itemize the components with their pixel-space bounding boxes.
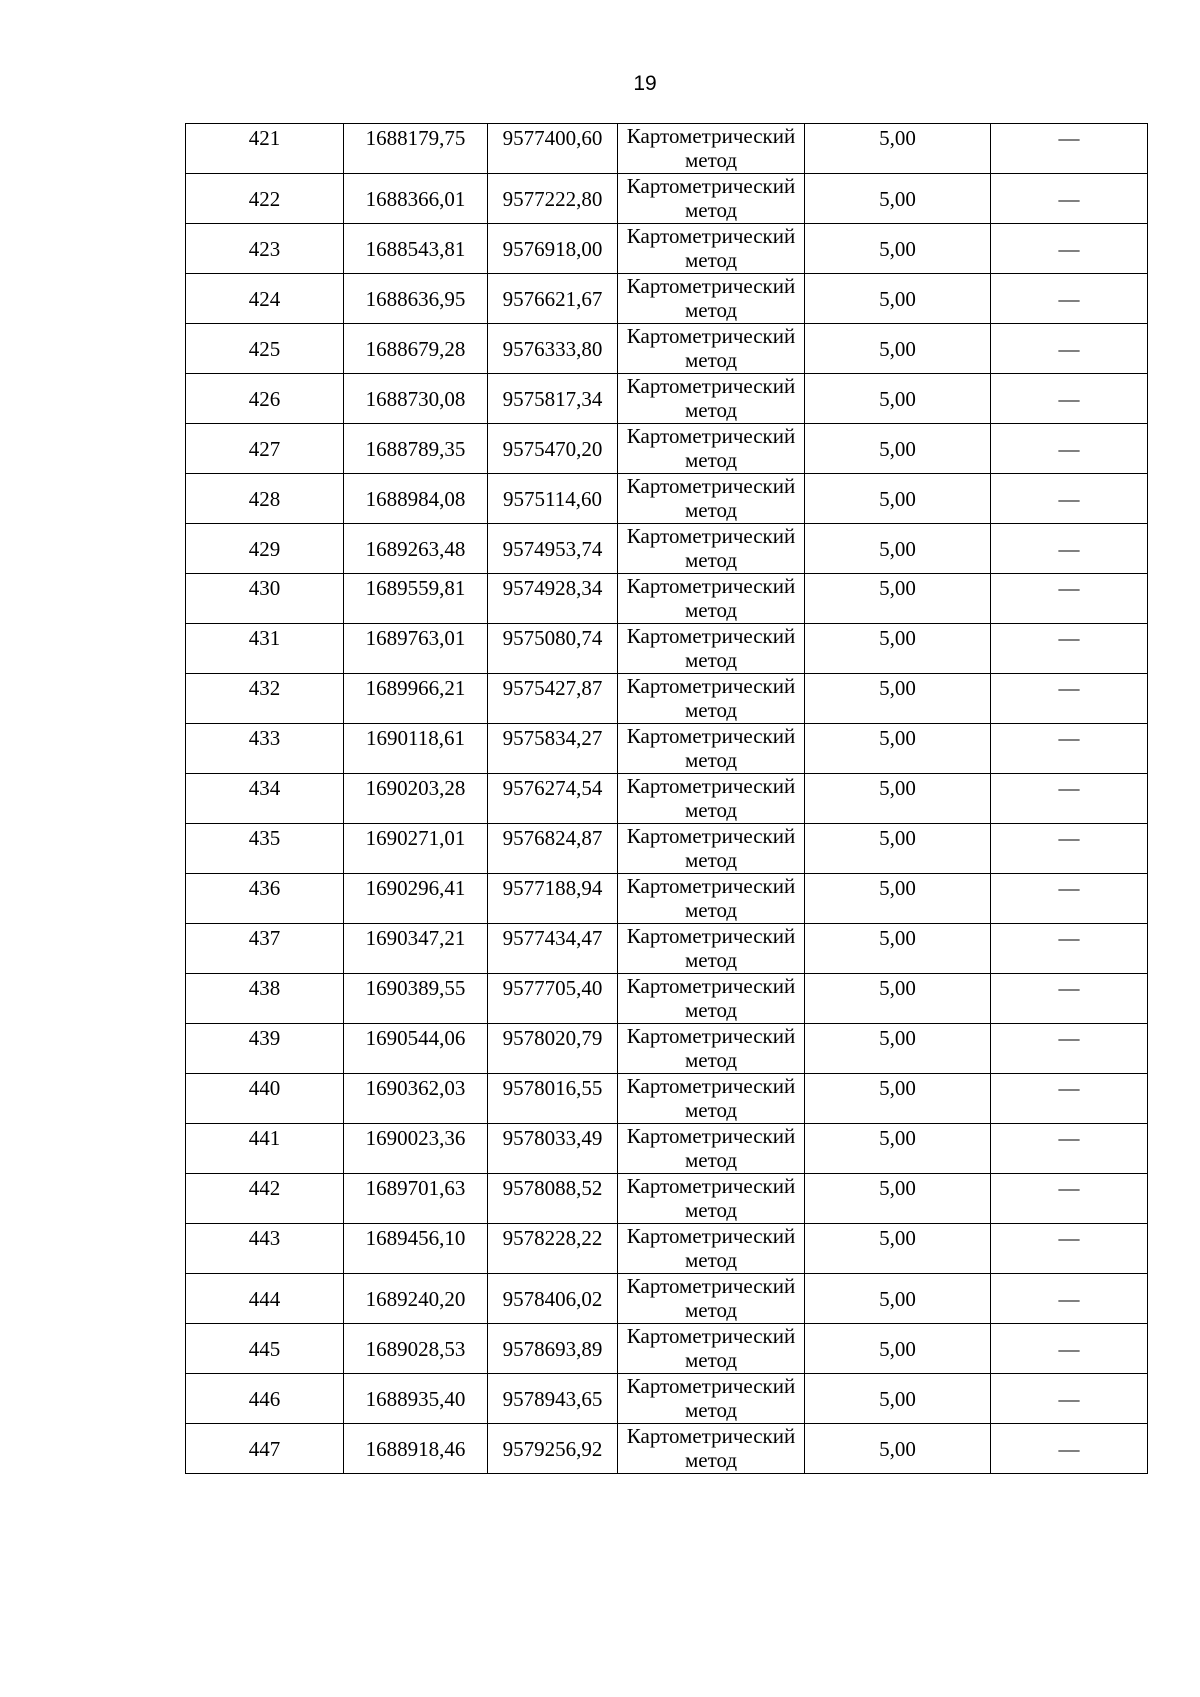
point-number-cell: 441	[186, 1124, 344, 1174]
table-row	[186, 1024, 1148, 1074]
x-coordinate-cell: 1688730,08	[344, 374, 488, 424]
y-coordinate-cell: 9577222,80	[488, 174, 618, 224]
x-coordinate-cell: 1688636,95	[344, 274, 488, 324]
table-row	[186, 1324, 1148, 1374]
y-coordinate-cell: 9578943,65	[488, 1374, 618, 1424]
accuracy-cell: 5,00	[805, 724, 991, 774]
point-number-cell: 445	[186, 1324, 344, 1374]
method-cell: Картометрический метод	[618, 1074, 805, 1124]
accuracy-cell: 5,00	[805, 424, 991, 474]
point-number-cell: 422	[186, 174, 344, 224]
x-coordinate-cell: 1690118,61	[344, 724, 488, 774]
accuracy-cell: 5,00	[805, 624, 991, 674]
note-cell: —	[991, 524, 1148, 574]
table-row	[186, 1124, 1148, 1174]
method-cell: Картометрический метод	[618, 1374, 805, 1424]
table-row	[186, 1424, 1148, 1474]
y-coordinate-cell: 9576621,67	[488, 274, 618, 324]
y-coordinate-cell: 9578016,55	[488, 1074, 618, 1124]
accuracy-cell: 5,00	[805, 524, 991, 574]
method-cell: Картометрический метод	[618, 374, 805, 424]
x-coordinate-cell: 1690544,06	[344, 1024, 488, 1074]
accuracy-cell: 5,00	[805, 1324, 991, 1374]
table-row	[186, 374, 1148, 424]
table-row	[186, 1274, 1148, 1324]
x-coordinate-cell: 1688935,40	[344, 1374, 488, 1424]
accuracy-cell: 5,00	[805, 174, 991, 224]
table-row	[186, 474, 1148, 524]
table-row	[186, 174, 1148, 224]
table-row	[186, 224, 1148, 274]
y-coordinate-cell: 9576824,87	[488, 824, 618, 874]
x-coordinate-cell: 1688679,28	[344, 324, 488, 374]
point-number-cell: 444	[186, 1274, 344, 1324]
note-cell: —	[991, 974, 1148, 1024]
y-coordinate-cell: 9576274,54	[488, 774, 618, 824]
x-coordinate-cell: 1690271,01	[344, 824, 488, 874]
note-cell: —	[991, 224, 1148, 274]
note-cell: —	[991, 674, 1148, 724]
method-cell: Картометрический метод	[618, 124, 805, 174]
point-number-cell: 443	[186, 1224, 344, 1274]
method-cell: Картометрический метод	[618, 174, 805, 224]
table-row	[186, 1074, 1148, 1124]
y-coordinate-cell: 9576333,80	[488, 324, 618, 374]
y-coordinate-cell: 9575470,20	[488, 424, 618, 474]
accuracy-cell: 5,00	[805, 1074, 991, 1124]
point-number-cell: 432	[186, 674, 344, 724]
accuracy-cell: 5,00	[805, 574, 991, 624]
y-coordinate-cell: 9577188,94	[488, 874, 618, 924]
note-cell: —	[991, 174, 1148, 224]
table-row	[186, 524, 1148, 574]
note-cell: —	[991, 624, 1148, 674]
x-coordinate-cell: 1689763,01	[344, 624, 488, 674]
note-cell: —	[991, 824, 1148, 874]
point-number-cell: 442	[186, 1174, 344, 1224]
x-coordinate-cell: 1689701,63	[344, 1174, 488, 1224]
x-coordinate-cell: 1689263,48	[344, 524, 488, 574]
table-row	[186, 1224, 1148, 1274]
note-cell: —	[991, 1124, 1148, 1174]
method-cell: Картометрический метод	[618, 1174, 805, 1224]
point-number-cell: 429	[186, 524, 344, 574]
table-row	[186, 274, 1148, 324]
note-cell: —	[991, 1424, 1148, 1474]
method-cell: Картометрический метод	[618, 1024, 805, 1074]
accuracy-cell: 5,00	[805, 774, 991, 824]
method-cell: Картометрический метод	[618, 974, 805, 1024]
table-row	[186, 624, 1148, 674]
note-cell: —	[991, 274, 1148, 324]
accuracy-cell: 5,00	[805, 924, 991, 974]
method-cell: Картометрический метод	[618, 324, 805, 374]
y-coordinate-cell: 9578033,49	[488, 1124, 618, 1174]
point-number-cell: 436	[186, 874, 344, 924]
note-cell: —	[991, 1324, 1148, 1374]
x-coordinate-cell: 1689456,10	[344, 1224, 488, 1274]
method-cell: Картометрический метод	[618, 1224, 805, 1274]
y-coordinate-cell: 9574953,74	[488, 524, 618, 574]
point-number-cell: 424	[186, 274, 344, 324]
x-coordinate-cell: 1688789,35	[344, 424, 488, 474]
accuracy-cell: 5,00	[805, 124, 991, 174]
table-row	[186, 724, 1148, 774]
y-coordinate-cell: 9577705,40	[488, 974, 618, 1024]
y-coordinate-cell: 9575114,60	[488, 474, 618, 524]
table-row	[186, 974, 1148, 1024]
table-row	[186, 774, 1148, 824]
y-coordinate-cell: 9577434,47	[488, 924, 618, 974]
y-coordinate-cell: 9575834,27	[488, 724, 618, 774]
x-coordinate-cell: 1690362,03	[344, 1074, 488, 1124]
x-coordinate-cell: 1690203,28	[344, 774, 488, 824]
y-coordinate-cell: 9574928,34	[488, 574, 618, 624]
coordinates-table-body	[186, 124, 1148, 1474]
point-number-cell: 434	[186, 774, 344, 824]
x-coordinate-cell: 1688984,08	[344, 474, 488, 524]
coordinates-table	[185, 123, 1148, 1474]
method-cell: Картометрический метод	[618, 524, 805, 574]
point-number-cell: 437	[186, 924, 344, 974]
table-row	[186, 324, 1148, 374]
page-number: 19	[633, 72, 657, 95]
point-number-cell: 430	[186, 574, 344, 624]
note-cell: —	[991, 874, 1148, 924]
point-number-cell: 447	[186, 1424, 344, 1474]
method-cell: Картометрический метод	[618, 424, 805, 474]
x-coordinate-cell: 1690347,21	[344, 924, 488, 974]
point-number-cell: 421	[186, 124, 344, 174]
x-coordinate-cell: 1689240,20	[344, 1274, 488, 1324]
note-cell: —	[991, 1224, 1148, 1274]
method-cell: Картометрический метод	[618, 474, 805, 524]
accuracy-cell: 5,00	[805, 324, 991, 374]
point-number-cell: 438	[186, 974, 344, 1024]
y-coordinate-cell: 9575817,34	[488, 374, 618, 424]
table-row	[186, 424, 1148, 474]
method-cell: Картометрический метод	[618, 1324, 805, 1374]
table-row	[186, 824, 1148, 874]
point-number-cell: 446	[186, 1374, 344, 1424]
point-number-cell: 426	[186, 374, 344, 424]
point-number-cell: 433	[186, 724, 344, 774]
y-coordinate-cell: 9578693,89	[488, 1324, 618, 1374]
x-coordinate-cell: 1688543,81	[344, 224, 488, 274]
x-coordinate-cell: 1689966,21	[344, 674, 488, 724]
accuracy-cell: 5,00	[805, 674, 991, 724]
x-coordinate-cell: 1689559,81	[344, 574, 488, 624]
note-cell: —	[991, 1274, 1148, 1324]
method-cell: Картометрический метод	[618, 824, 805, 874]
accuracy-cell: 5,00	[805, 1024, 991, 1074]
method-cell: Картометрический метод	[618, 274, 805, 324]
table-row	[186, 874, 1148, 924]
y-coordinate-cell: 9578020,79	[488, 1024, 618, 1074]
y-coordinate-cell: 9579256,92	[488, 1424, 618, 1474]
point-number-cell: 439	[186, 1024, 344, 1074]
note-cell: —	[991, 324, 1148, 374]
method-cell: Картометрический метод	[618, 624, 805, 674]
method-cell: Картометрический метод	[618, 574, 805, 624]
y-coordinate-cell: 9578088,52	[488, 1174, 618, 1224]
note-cell: —	[991, 374, 1148, 424]
method-cell: Картометрический метод	[618, 674, 805, 724]
note-cell: —	[991, 1374, 1148, 1424]
table-row	[186, 574, 1148, 624]
accuracy-cell: 5,00	[805, 874, 991, 924]
method-cell: Картометрический метод	[618, 1274, 805, 1324]
note-cell: —	[991, 1024, 1148, 1074]
table-row	[186, 924, 1148, 974]
table-row	[186, 674, 1148, 724]
note-cell: —	[991, 1174, 1148, 1224]
x-coordinate-cell: 1688366,01	[344, 174, 488, 224]
note-cell: —	[991, 474, 1148, 524]
note-cell: —	[991, 574, 1148, 624]
accuracy-cell: 5,00	[805, 1274, 991, 1324]
y-coordinate-cell: 9577400,60	[488, 124, 618, 174]
note-cell: —	[991, 924, 1148, 974]
accuracy-cell: 5,00	[805, 224, 991, 274]
point-number-cell: 425	[186, 324, 344, 374]
table-row	[186, 124, 1148, 174]
method-cell: Картометрический метод	[618, 774, 805, 824]
x-coordinate-cell: 1690023,36	[344, 1124, 488, 1174]
accuracy-cell: 5,00	[805, 474, 991, 524]
accuracy-cell: 5,00	[805, 974, 991, 1024]
note-cell: —	[991, 724, 1148, 774]
accuracy-cell: 5,00	[805, 1424, 991, 1474]
method-cell: Картометрический метод	[618, 924, 805, 974]
table-row	[186, 1374, 1148, 1424]
note-cell: —	[991, 1074, 1148, 1124]
note-cell: —	[991, 774, 1148, 824]
point-number-cell: 427	[186, 424, 344, 474]
accuracy-cell: 5,00	[805, 1174, 991, 1224]
y-coordinate-cell: 9578406,02	[488, 1274, 618, 1324]
y-coordinate-cell: 9576918,00	[488, 224, 618, 274]
y-coordinate-cell: 9578228,22	[488, 1224, 618, 1274]
accuracy-cell: 5,00	[805, 1124, 991, 1174]
accuracy-cell: 5,00	[805, 1374, 991, 1424]
method-cell: Картометрический метод	[618, 224, 805, 274]
accuracy-cell: 5,00	[805, 824, 991, 874]
x-coordinate-cell: 1689028,53	[344, 1324, 488, 1374]
x-coordinate-cell: 1688179,75	[344, 124, 488, 174]
accuracy-cell: 5,00	[805, 1224, 991, 1274]
accuracy-cell: 5,00	[805, 274, 991, 324]
table-row	[186, 1174, 1148, 1224]
method-cell: Картометрический метод	[618, 874, 805, 924]
x-coordinate-cell: 1690389,55	[344, 974, 488, 1024]
x-coordinate-cell: 1690296,41	[344, 874, 488, 924]
y-coordinate-cell: 9575427,87	[488, 674, 618, 724]
point-number-cell: 423	[186, 224, 344, 274]
point-number-cell: 440	[186, 1074, 344, 1124]
method-cell: Картометрический метод	[618, 724, 805, 774]
method-cell: Картометрический метод	[618, 1124, 805, 1174]
x-coordinate-cell: 1688918,46	[344, 1424, 488, 1474]
note-cell: —	[991, 124, 1148, 174]
method-cell: Картометрический метод	[618, 1424, 805, 1474]
y-coordinate-cell: 9575080,74	[488, 624, 618, 674]
point-number-cell: 428	[186, 474, 344, 524]
point-number-cell: 435	[186, 824, 344, 874]
point-number-cell: 431	[186, 624, 344, 674]
accuracy-cell: 5,00	[805, 374, 991, 424]
note-cell: —	[991, 424, 1148, 474]
